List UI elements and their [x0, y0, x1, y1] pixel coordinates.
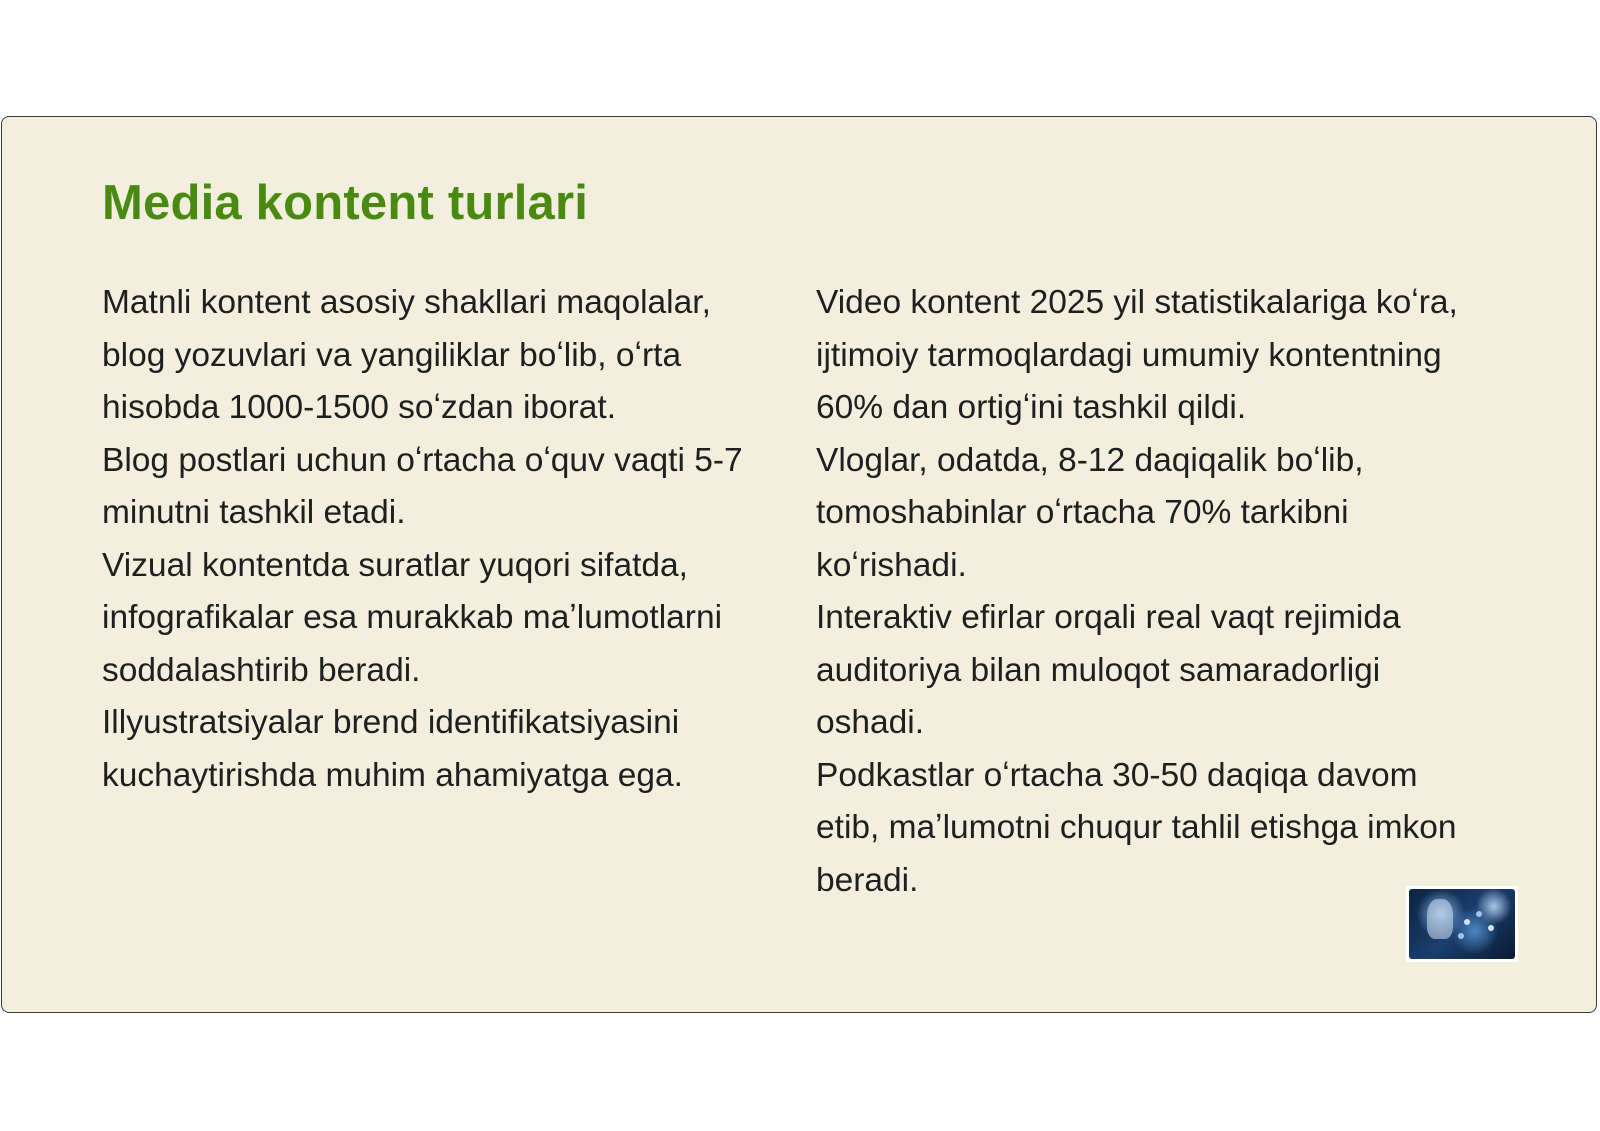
paragraph-illustrations: Illyustratsiyalar brend identifikatsiyasini kuchaytirishda muhim ahamiyatga ega.: [102, 704, 683, 794]
left-text-column: [102, 277, 767, 802]
slide-card: [1, 116, 1597, 1013]
thumbnail-image: [1406, 886, 1518, 962]
slide-title: Media kontent turlari: [102, 176, 589, 230]
paragraph-podcasts: Podkastlar oʻrtacha 30-50 daqiqa davom etib, maʼlumotni chuqur tahlil etishga imkon beradi.: [816, 756, 1457, 899]
paragraph-visual-content: Vizual kontentda suratlar yuqori sifatda, infografikalar esa murakkab maʼlumotlarni soddalashtirib beradi.: [102, 546, 723, 689]
technology-photo: [1409, 889, 1515, 959]
right-text-column: [816, 277, 1481, 907]
paragraph-text-content: Matnli kontent asosiy shakllari maqolalar, blog yozuvlari va yangiliklar boʻlib, oʻrta hisobda 1000-1500 soʻzdan iborat.: [102, 284, 711, 426]
paragraph-video-content: Video kontent 2025 yil statistikalariga koʻra, ijtimoiy tarmoqlardagi umumiy kontentning 60% dan ortigʻini tashkil qildi.: [816, 284, 1458, 426]
paragraph-blog-reading-time: Blog postlari uchun oʻrtacha oʻquv vaqti 5-7 minutni tashkil etadi.: [102, 441, 743, 531]
paragraph-live-streams: Interaktiv efirlar orqali real vaqt rejimida auditoriya bilan muloqot samaradorligi oshadi.: [816, 599, 1401, 741]
paragraph-vlogs: Vloglar, odatda, 8-12 daqiqalik boʻlib, tomoshabinlar oʻrtacha 70% tarkibni koʻrishadi.: [816, 441, 1364, 584]
